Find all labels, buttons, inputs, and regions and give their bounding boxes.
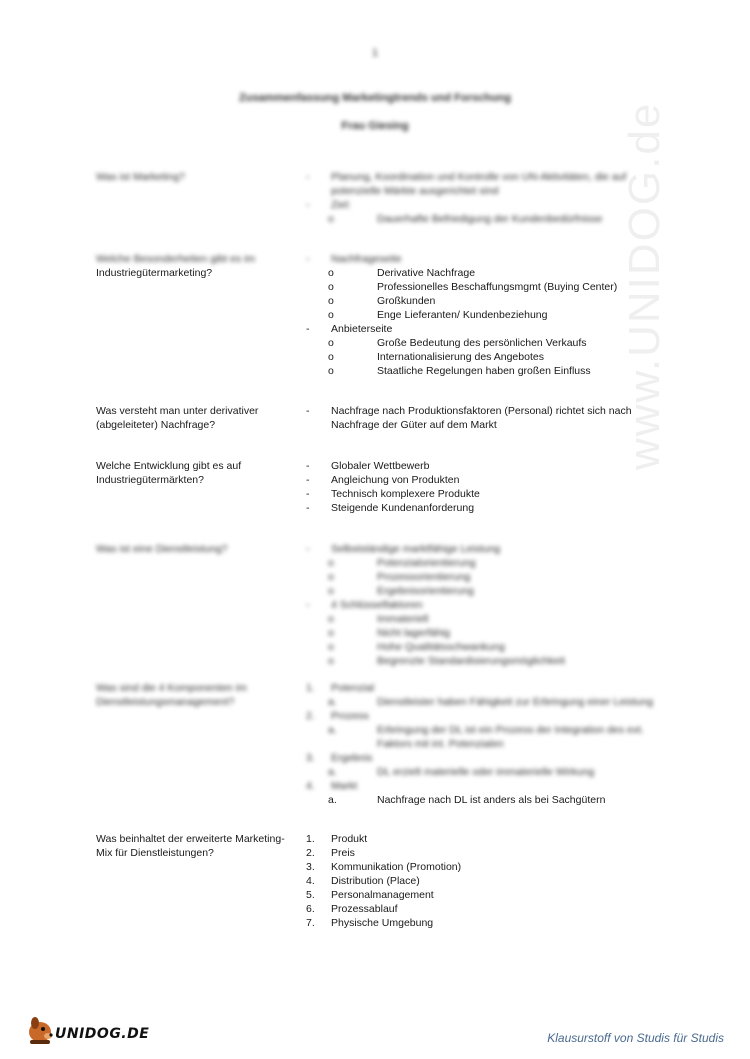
sub-list-item: o Derivative Nachfrage <box>328 267 476 279</box>
footer-tagline: Klausurstoff von Studis für Studis <box>547 1031 724 1045</box>
question: Was beinhaltet der erweiterte Marketing-Mix für Dienstleistungen? <box>96 833 285 859</box>
list-item: 7. Physische Umgebung <box>306 917 434 929</box>
sub-list-item: o Nicht lagerfähig <box>328 627 450 639</box>
list-item: 4. Distribution (Place) <box>306 875 420 887</box>
qa-block-dienstleistung <box>96 542 656 667</box>
list-item: 2. Preis <box>306 847 355 859</box>
document-author: Frau Giesing <box>341 120 409 132</box>
sub-list-item: o Professionelles Beschaffungsmgmt (Buying Center) <box>328 281 618 293</box>
list-item: - 4 Schlüsselfaktoren <box>306 599 423 611</box>
list-item: - Ziel: <box>306 199 351 211</box>
answer <box>306 459 656 515</box>
sub-list-item: a. Erbringung der DL ist ein Prozess der Integration des ext. Faktors mit int. Potenzialen <box>328 724 644 750</box>
page-number: 1 <box>371 47 379 59</box>
document-title: Zusammenfassung Marketingtrends und Forschung <box>239 92 511 104</box>
sub-list-item: o Hohe Qualitätsschwankung <box>328 641 505 653</box>
question: Welche Entwicklung gibt es auf Industriegütermärkten? <box>96 460 242 486</box>
list-item: - Nachfrage nach Produktionsfaktoren (Personal) richtet sich nach Nachfrage der Güter auf dem Markt <box>306 405 632 431</box>
qa-block-komponenten <box>96 681 656 811</box>
answer <box>306 681 656 807</box>
sub-list-item: o Große Bedeutung des persönlichen Verkaufs <box>328 337 587 349</box>
list-item: 3. Ergebnis <box>306 752 373 764</box>
list-item: 3. Kommunikation (Promotion) <box>306 861 462 873</box>
question: Was ist eine Dienstleistung? <box>96 543 228 555</box>
list-item: 5. Personalmanagement <box>306 889 434 901</box>
list-item: - Steigende Kundenanforderung <box>306 502 475 514</box>
logo-text: UNIDOG.DE <box>55 1026 150 1042</box>
sub-list-item: o Immateriell <box>328 613 429 625</box>
answer <box>306 832 656 930</box>
qa-block-derivative-nachfrage <box>96 404 656 434</box>
qa-block-industriegueter <box>96 252 656 382</box>
sub-list-item: a. Dienstleister haben Fähigkeit zur Erbringung einer Leistung <box>328 696 654 708</box>
answer <box>306 542 656 668</box>
sub-list-item: o Großkunden <box>328 295 436 307</box>
list-item: - Nachfrageseite <box>306 253 402 265</box>
list-item: - Selbstständige marktfähige Leistung <box>306 543 501 555</box>
question: Was versteht man unter derivativer (abgeleiteter) Nachfrage? <box>96 405 259 431</box>
qa-block-marketing <box>96 170 656 230</box>
question: Welche Besonderheiten gibt es im Industriegütermarketing? <box>96 253 256 279</box>
sub-list-item: o Prozessorientierung <box>328 571 471 583</box>
answer <box>306 252 656 378</box>
list-item: - Planung, Koordination und Kontrolle von UN-Aktivitäten, die auf potenzielle Märkte ausgerichtet sind <box>306 171 627 197</box>
question: Was sind die 4 Komponenten im Dienstleistungsmanagement? <box>96 682 247 708</box>
list-item: - Technisch komplexere Produkte <box>306 488 480 500</box>
list-item: 1. Potenzial <box>306 682 375 694</box>
answer <box>306 404 656 432</box>
sub-list-item: a. Nachfrage nach DL ist anders als bei Sachgütern <box>328 794 606 806</box>
sub-list-item: o Internationalisierung des Angebotes <box>328 351 544 363</box>
qa-block-marketing-mix <box>96 832 656 932</box>
list-item: - Globaler Wettbewerb <box>306 460 430 472</box>
sub-list-item: o Ergebnisorientierung <box>328 585 474 597</box>
list-item: - Angleichung von Produkten <box>306 474 460 486</box>
list-item: 2. Prozess <box>306 710 369 722</box>
answer <box>306 170 656 226</box>
sub-list-item: o Staatliche Regelungen haben großen Einfluss <box>328 365 591 377</box>
watermark: www.UNIDOG.de <box>620 101 669 470</box>
sub-list-item: o Potenzialorientierung <box>328 557 476 569</box>
sub-list-item: o Begrenzte Standardisierungsmöglichkeit <box>328 655 565 667</box>
sub-list-item: a. DL erzielt materielle oder immaterielle Wirkung <box>328 766 595 778</box>
list-item: 1. Produkt <box>306 833 368 845</box>
sub-list-item: o Dauerhafte Befriedigung der Kundenbedürfnisse <box>328 213 603 225</box>
sub-list-item: o Enge Lieferanten/ Kundenbeziehung <box>328 309 548 321</box>
list-item: 6. Prozessablauf <box>306 903 398 915</box>
list-item: 4. Markt <box>306 780 358 792</box>
list-item: - Anbieterseite <box>306 323 393 335</box>
question: Was ist Marketing? <box>96 171 185 183</box>
qa-block-entwicklung <box>96 459 656 519</box>
